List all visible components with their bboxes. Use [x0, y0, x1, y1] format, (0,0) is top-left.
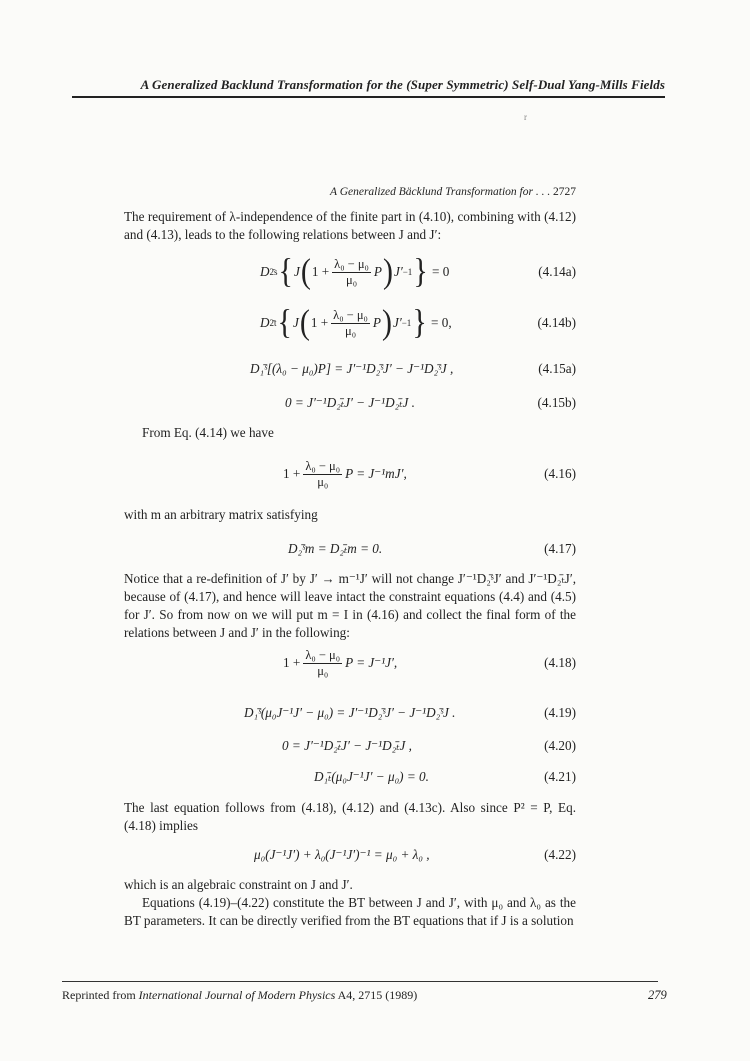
equation-4-16-expr: 1 + $\frac{\text{λ₀ − μ₀}}{\text{μ₀}}$ P = J⁻¹mJ′,: [283, 458, 407, 489]
footer-rule: [62, 981, 658, 982]
equation-4-19-expr: D₁̄ˢ(μ₀J⁻¹J′ − μ₀) = J′⁻¹D₂̄ˢJ′ − J⁻¹D₂̄ˢJ .: [244, 705, 456, 720]
equation-4-20: [124, 736, 576, 756]
equation-number: (4.16): [544, 466, 576, 481]
journal-citation: A4, 2715 (1989): [337, 988, 418, 1002]
equation-4-17: [124, 539, 576, 559]
paragraph-notice: Notice that a re-definition of J′ by J′ → m⁻¹J′ will not change J′⁻¹D₂̄ˢJ′ and J′⁻¹D₂̄ₜJ′, because of (4.17), and hence will leave intact the constraint equations (4.4) and (4.5) for J′. So from now on we will put m = I in (4.16) and collect the final form of the relations between J and J′ in the following:: [124, 571, 576, 640]
equation-4-15a-expr: D₁̄ˢ[(λ₀ − μ₀)P] = J′⁻¹D₂̄ˢJ′ − J⁻¹D₂̄ˢJ ,: [250, 361, 454, 376]
running-head: A Generalized Backlund Transformation for the (Super Symmetric) Self-Dual Yang-Mills Fields: [140, 77, 665, 92]
header-rule: [72, 96, 665, 98]
equation-4-14b: [124, 303, 576, 343]
equation-4-16: [124, 454, 576, 494]
reprint-footer: Reprinted from International Journal of Modern Physics A4, 2715 (1989): [62, 988, 418, 1002]
equation-4-17-expr: D₂̄ˢm = D₂̄ₜm = 0.: [288, 541, 383, 556]
equation-4-19: [124, 703, 576, 723]
paragraph-last-equation: The last equation follows from (4.18), (4.12) and (4.13c). Also since P² = P, Eq. (4.18) implies: [124, 800, 576, 833]
equation-4-15b: [124, 393, 576, 413]
equation-4-14a-expr: D 2̄ s { J ( 1 + $\frac{\text{λ₀ − μ₀}}{\text{μ₀}}$ P ) J′ −1 } = 0: [260, 252, 450, 291]
equation-4-14b-expr: D 2̄t { J ( 1 + $\frac{\text{λ₀ − μ₀}}{\text{μ₀}}$ P ) J′ −1 } = 0,: [260, 303, 452, 342]
fraction: $\frac{\text{λ₀ − μ₀}}{\text{μ₀}}$: [333, 307, 368, 338]
margin-mark: r: [524, 112, 527, 122]
equation-number: (4.19): [544, 705, 576, 720]
equation-number: (4.18): [544, 655, 576, 670]
equation-4-21-expr: D₁̄ₜ(μ₀J⁻¹J′ − μ₀) = 0.: [314, 769, 429, 784]
page-number: 279: [648, 988, 667, 1002]
equation-4-18-expr: 1 + $\frac{\text{λ₀ − μ₀}}{\text{μ₀}}$ P = J⁻¹J′,: [283, 647, 398, 678]
equation-number: (4.22): [544, 847, 576, 862]
paragraph-from-eq: From Eq. (4.14) we have: [142, 425, 274, 440]
equation-4-21: [124, 767, 576, 787]
paragraph-equations: Equations (4.19)–(4.22) constitute the BT between J and J′, with μ₀ and λ₀ as the BT parameters. It can be directly verified from the BT equations that if J is a solution: [124, 895, 576, 928]
paragraph-with-m: with m an arbitrary matrix satisfying: [124, 507, 318, 522]
equation-number: (4.20): [544, 738, 576, 753]
equation-number: (4.21): [544, 769, 576, 784]
journal-name: International Journal of Modern Physics: [138, 988, 336, 1002]
fraction: $\frac{\text{λ₀ − μ₀}}{\text{μ₀}}$: [334, 256, 369, 287]
equation-4-15a: [124, 359, 576, 379]
equation-4-22-expr: μ₀(J⁻¹J′) + λ₀(J⁻¹J′)⁻¹ = μ₀ + λ₀ ,: [254, 847, 430, 862]
equation-number: (4.15b): [537, 395, 576, 410]
fraction: $\frac{\text{λ₀ − μ₀}}{\text{μ₀}}$: [305, 647, 341, 678]
equation-4-22: [124, 845, 576, 865]
paragraph-algebraic: which is an algebraic constraint on J and J′.: [124, 877, 353, 892]
equation-4-14a: [124, 252, 576, 292]
paragraph-requirement: The requirement of λ-independence of the finite part in (4.10), combining with (4.12) and (4.13), leads to the following relations between J and J′:: [124, 209, 576, 242]
equation-number: (4.15a): [538, 361, 576, 376]
equation-number: (4.14a): [538, 264, 576, 279]
equation-number: (4.14b): [537, 315, 576, 330]
equation-4-20-expr: 0 = J′⁻¹D₂̄ₜJ′ − J⁻¹D₂̄ₜJ ,: [282, 738, 412, 753]
inner-header-title: A Generalized Bäcklund Transformation for . . .: [330, 186, 551, 198]
equation-4-15b-expr: 0 = J′⁻¹D₂̄ₜJ′ − J⁻¹D₂̄ₜJ .: [285, 395, 415, 410]
equation-number: (4.17): [544, 541, 576, 556]
inner-header: [330, 186, 576, 198]
fraction: $\frac{\text{λ₀ − μ₀}}{\text{μ₀}}$: [305, 458, 341, 489]
equation-4-18: [124, 643, 576, 683]
inner-page-number: 2727: [553, 186, 576, 198]
